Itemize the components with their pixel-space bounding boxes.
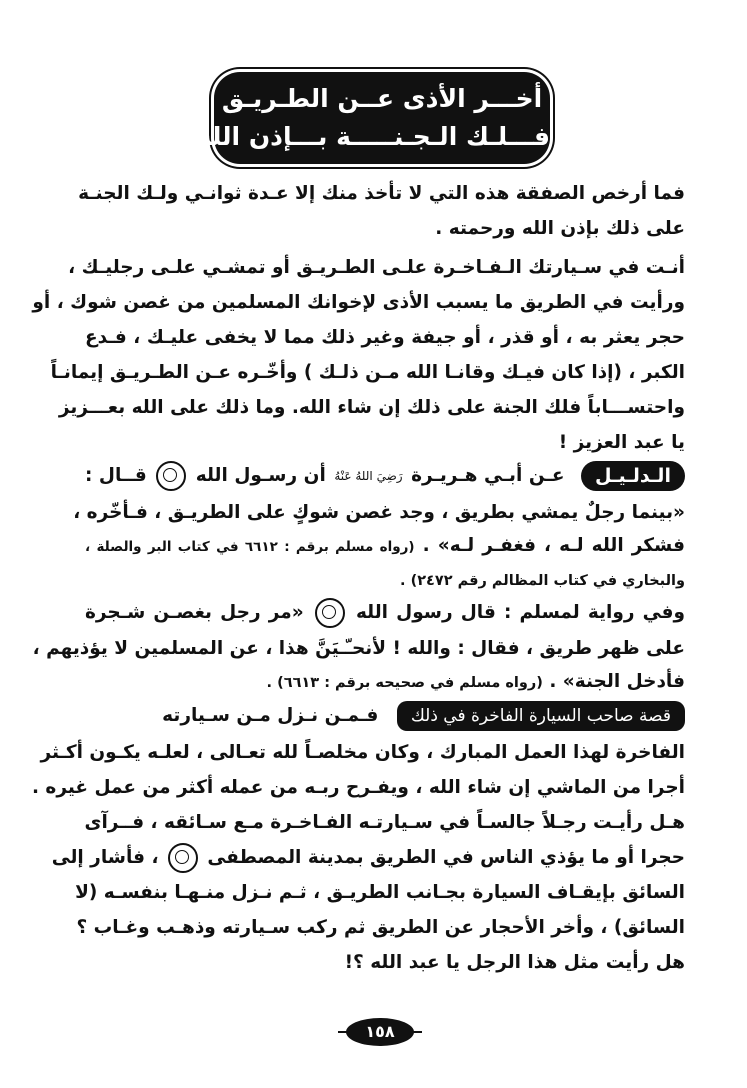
evidence-line1	[85, 460, 685, 492]
evidence-line3-a: فشكر الله لـه ، فغفـر لـه» .	[422, 535, 685, 556]
narration-citation: (رواه مسلم في صحيحه برقم : ٦٦١٣) .	[266, 675, 543, 691]
story-line2: الفاخرة لهذا العمل المبارك ، وكان مخلصـاً لله تعـالى ، لعلـه يكـون أكـثر	[40, 742, 685, 763]
paragraph2-line5: واحتســـاباً فلك الجنة على ذلك إن شاء الله. وما ذلك على الله بعـــزيز	[58, 397, 685, 418]
radiya-honorific: رَضِيَ اللهُ عَنْهُ	[334, 469, 403, 483]
evidence-line3	[85, 530, 685, 563]
evidence-intro-b: أن رسـول الله	[195, 465, 326, 486]
title-line-2: فـــلـك الـجـنـــــة بـــإذن الله	[196, 122, 550, 151]
narration-line1-a: وفي رواية لمسلم : قال رسول الله	[355, 602, 685, 623]
paragraph2-line2: ورأيت في الطريق ما يسبب الأذى لإخوانك المسلمين من غصن شوك ، أو	[32, 292, 685, 313]
story-line8: هل رأيت مثل هذا الرجل يا عبد الله ؟!	[344, 952, 685, 973]
story-line5-b: ، فأشار إلى	[51, 847, 159, 868]
story-line5	[51, 842, 685, 874]
narration-line3-a: فأدخل الجنة» .	[549, 671, 685, 692]
story-line1	[85, 700, 685, 732]
evidence-line2: «بينما رجلٌ يمشي بطريق ، وجد غصن شوكٍ على الطريـق ، فـأخّره ،	[73, 502, 685, 523]
paragraph2-line6: يا عبد العزيز !	[558, 432, 685, 453]
story-line7: السائق) ، وأخر الأحجار عن الطريق ثم ركب سـيارته وذهـب وغـاب ؟	[76, 917, 685, 938]
page-number: ١٥٨	[346, 1018, 414, 1046]
evidence-citation-a: (رواه مسلم برقم : ٦٦١٢ في كتاب البر والصلة ،	[85, 539, 415, 555]
evidence-intro-a: عـن أبـي هـريـرة	[411, 465, 565, 486]
salawat-seal-icon	[156, 461, 186, 491]
story-line1-text: فـمـن نـزل مـن سـيارته	[162, 705, 379, 726]
evidence-label: الـدلـيـل	[581, 461, 685, 491]
paragraph2-line4: الكبر ، (إذا كان فيـك وقانـا الله مـن ذلـك ) وأخّـره عـن الطـريـق إيمانـاً	[50, 362, 685, 383]
narration-line2: على ظهر طريق ، فقال : والله ! لأنحـّـيَنَّ هذا ، عن المسلمين لا يؤذيهم ،	[32, 638, 685, 659]
story-label: قصة صاحب السيارة الفاخرة في ذلك	[397, 701, 685, 731]
salawat-seal-icon	[315, 598, 345, 628]
story-line6: السائق بإيقـاف السيارة بجـانب الطريـق ، ثـم نـزل منـهـا بنفسـه (لا	[75, 882, 685, 903]
narration-line1	[85, 597, 685, 629]
paragraph1-line1: فما أرخص الصفقة هذه التي لا تأخذ منك إلا عـدة ثوانـي ولـك الجنـة	[78, 183, 685, 204]
evidence-intro-c: قــال :	[85, 465, 147, 486]
paragraph2-line1: أنـت في سـيارتك الـفـاخـرة علـى الطـريـق أو تمشـي علـى رجليـك ،	[68, 257, 685, 278]
paragraph2-line3: حجر يعثر به ، أو قذر ، أو جيفة وغير ذلك مما لا يخفى عليـك ، فـدع	[85, 327, 685, 348]
title-line-1: أخـــر الأذى عــن الطـريـق	[221, 84, 543, 113]
story-line5-a: حجرا أو ما يؤذي الناس في الطريق بمدينة المصطفى	[207, 847, 685, 868]
paragraph1-line2: على ذلك بإذن الله ورحمته .	[435, 218, 685, 239]
story-line3: أجرا من الماشي إن شاء الله ، ويفـرح ربـه من عمله أكثر من عمل غيره .	[31, 777, 685, 798]
salawat-seal-icon	[168, 843, 198, 873]
story-line4: هـل رأيـت رجـلاً جالسـاً في سـيارتـه الفـاخـرة مـع سـائقه ، فــرآى	[84, 812, 685, 833]
evidence-line4: والبخاري في كتاب المظالم رقم ٢٤٧٢) .	[400, 573, 685, 589]
narration-line1-b: «مر رجل بغصـن شـجرة	[85, 602, 304, 623]
title-banner	[196, 72, 550, 164]
narration-line3	[85, 666, 685, 699]
